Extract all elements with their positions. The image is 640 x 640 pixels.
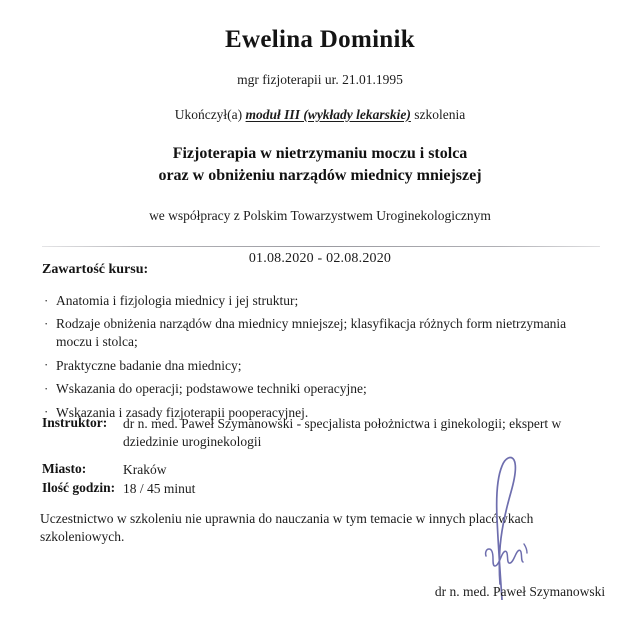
list-item bbox=[42, 315, 602, 351]
list-item bbox=[42, 357, 602, 375]
list-item bbox=[42, 292, 602, 310]
course-dates: 01.08.2020 - 02.08.2020 bbox=[248, 250, 392, 266]
city-label: Miasto: bbox=[42, 461, 87, 476]
list-item bbox=[42, 380, 602, 398]
course-title-line-1: Fizjoterapia w nietrzymaniu moczu i stolca bbox=[172, 144, 468, 162]
list-item-text: Wskazania do operacji; podstawowe techniki operacyjne; bbox=[56, 381, 367, 397]
instructor-row bbox=[42, 415, 602, 451]
course-title bbox=[0, 143, 640, 188]
course-topic-list bbox=[42, 292, 602, 422]
partner-line: we współpracy z Polskim Towarzystwem Uroginekologicznym bbox=[149, 207, 491, 223]
course-content-heading: Zawartość kursu: bbox=[42, 262, 149, 277]
page-title: Ewelina Dominik bbox=[225, 26, 415, 53]
instructor-label: Instruktor: bbox=[42, 415, 108, 430]
list-item-text: Rodzaje obniżenia narządów dna miednicy mniejszej; klasyfikacja różnych form nietrzymania moczu i stolca; bbox=[56, 316, 567, 350]
completion-line bbox=[0, 107, 640, 123]
disclaimer-text: Uczestnictwo w szkoleniu nie uprawnia do nauczania w tym temacie w innych placówkach szkoleniowych. bbox=[40, 511, 534, 544]
instructor-section bbox=[42, 415, 602, 453]
list-item-text: Wskazania i zasady fizjoterapii pooperacyjnej. bbox=[56, 404, 309, 420]
credentials-line: mgr fizjoterapii ur. 21.01.1995 bbox=[237, 71, 403, 87]
bullet-icon: · bbox=[44, 404, 49, 420]
city-value: Kraków bbox=[123, 462, 167, 477]
instructor-value: dr n. med. Paweł Szymanowski - specjalista położnictwa i ginekologii; ekspert w dziedzinie uroginekologii bbox=[123, 416, 562, 449]
course-title-line-2: oraz w obniżeniu narządów miednicy mniejszej bbox=[158, 167, 482, 185]
course-content-section bbox=[42, 262, 602, 427]
completion-module: moduł III (wykłady lekarskie) bbox=[245, 106, 411, 122]
signature-ink bbox=[455, 452, 585, 600]
bullet-icon: · bbox=[44, 357, 49, 373]
signature-block bbox=[400, 452, 640, 632]
list-item-text: Anatomia i fizjologia miednicy i jej struktur; bbox=[56, 293, 299, 308]
list-item-text: Praktyczne badanie dna miednicy; bbox=[56, 357, 242, 373]
bullet-icon: · bbox=[44, 380, 49, 396]
section-divider bbox=[42, 246, 600, 247]
signature-caption: dr n. med. Paweł Szymanowski bbox=[434, 584, 606, 599]
hours-value: 18 / 45 minut bbox=[123, 480, 196, 496]
bullet-icon: · bbox=[44, 292, 49, 308]
hours-label: Ilość godzin: bbox=[42, 479, 116, 495]
bullet-icon: · bbox=[44, 315, 49, 331]
completion-prefix: Ukończył(a) bbox=[174, 106, 243, 122]
completion-suffix: szkolenia bbox=[414, 106, 466, 122]
